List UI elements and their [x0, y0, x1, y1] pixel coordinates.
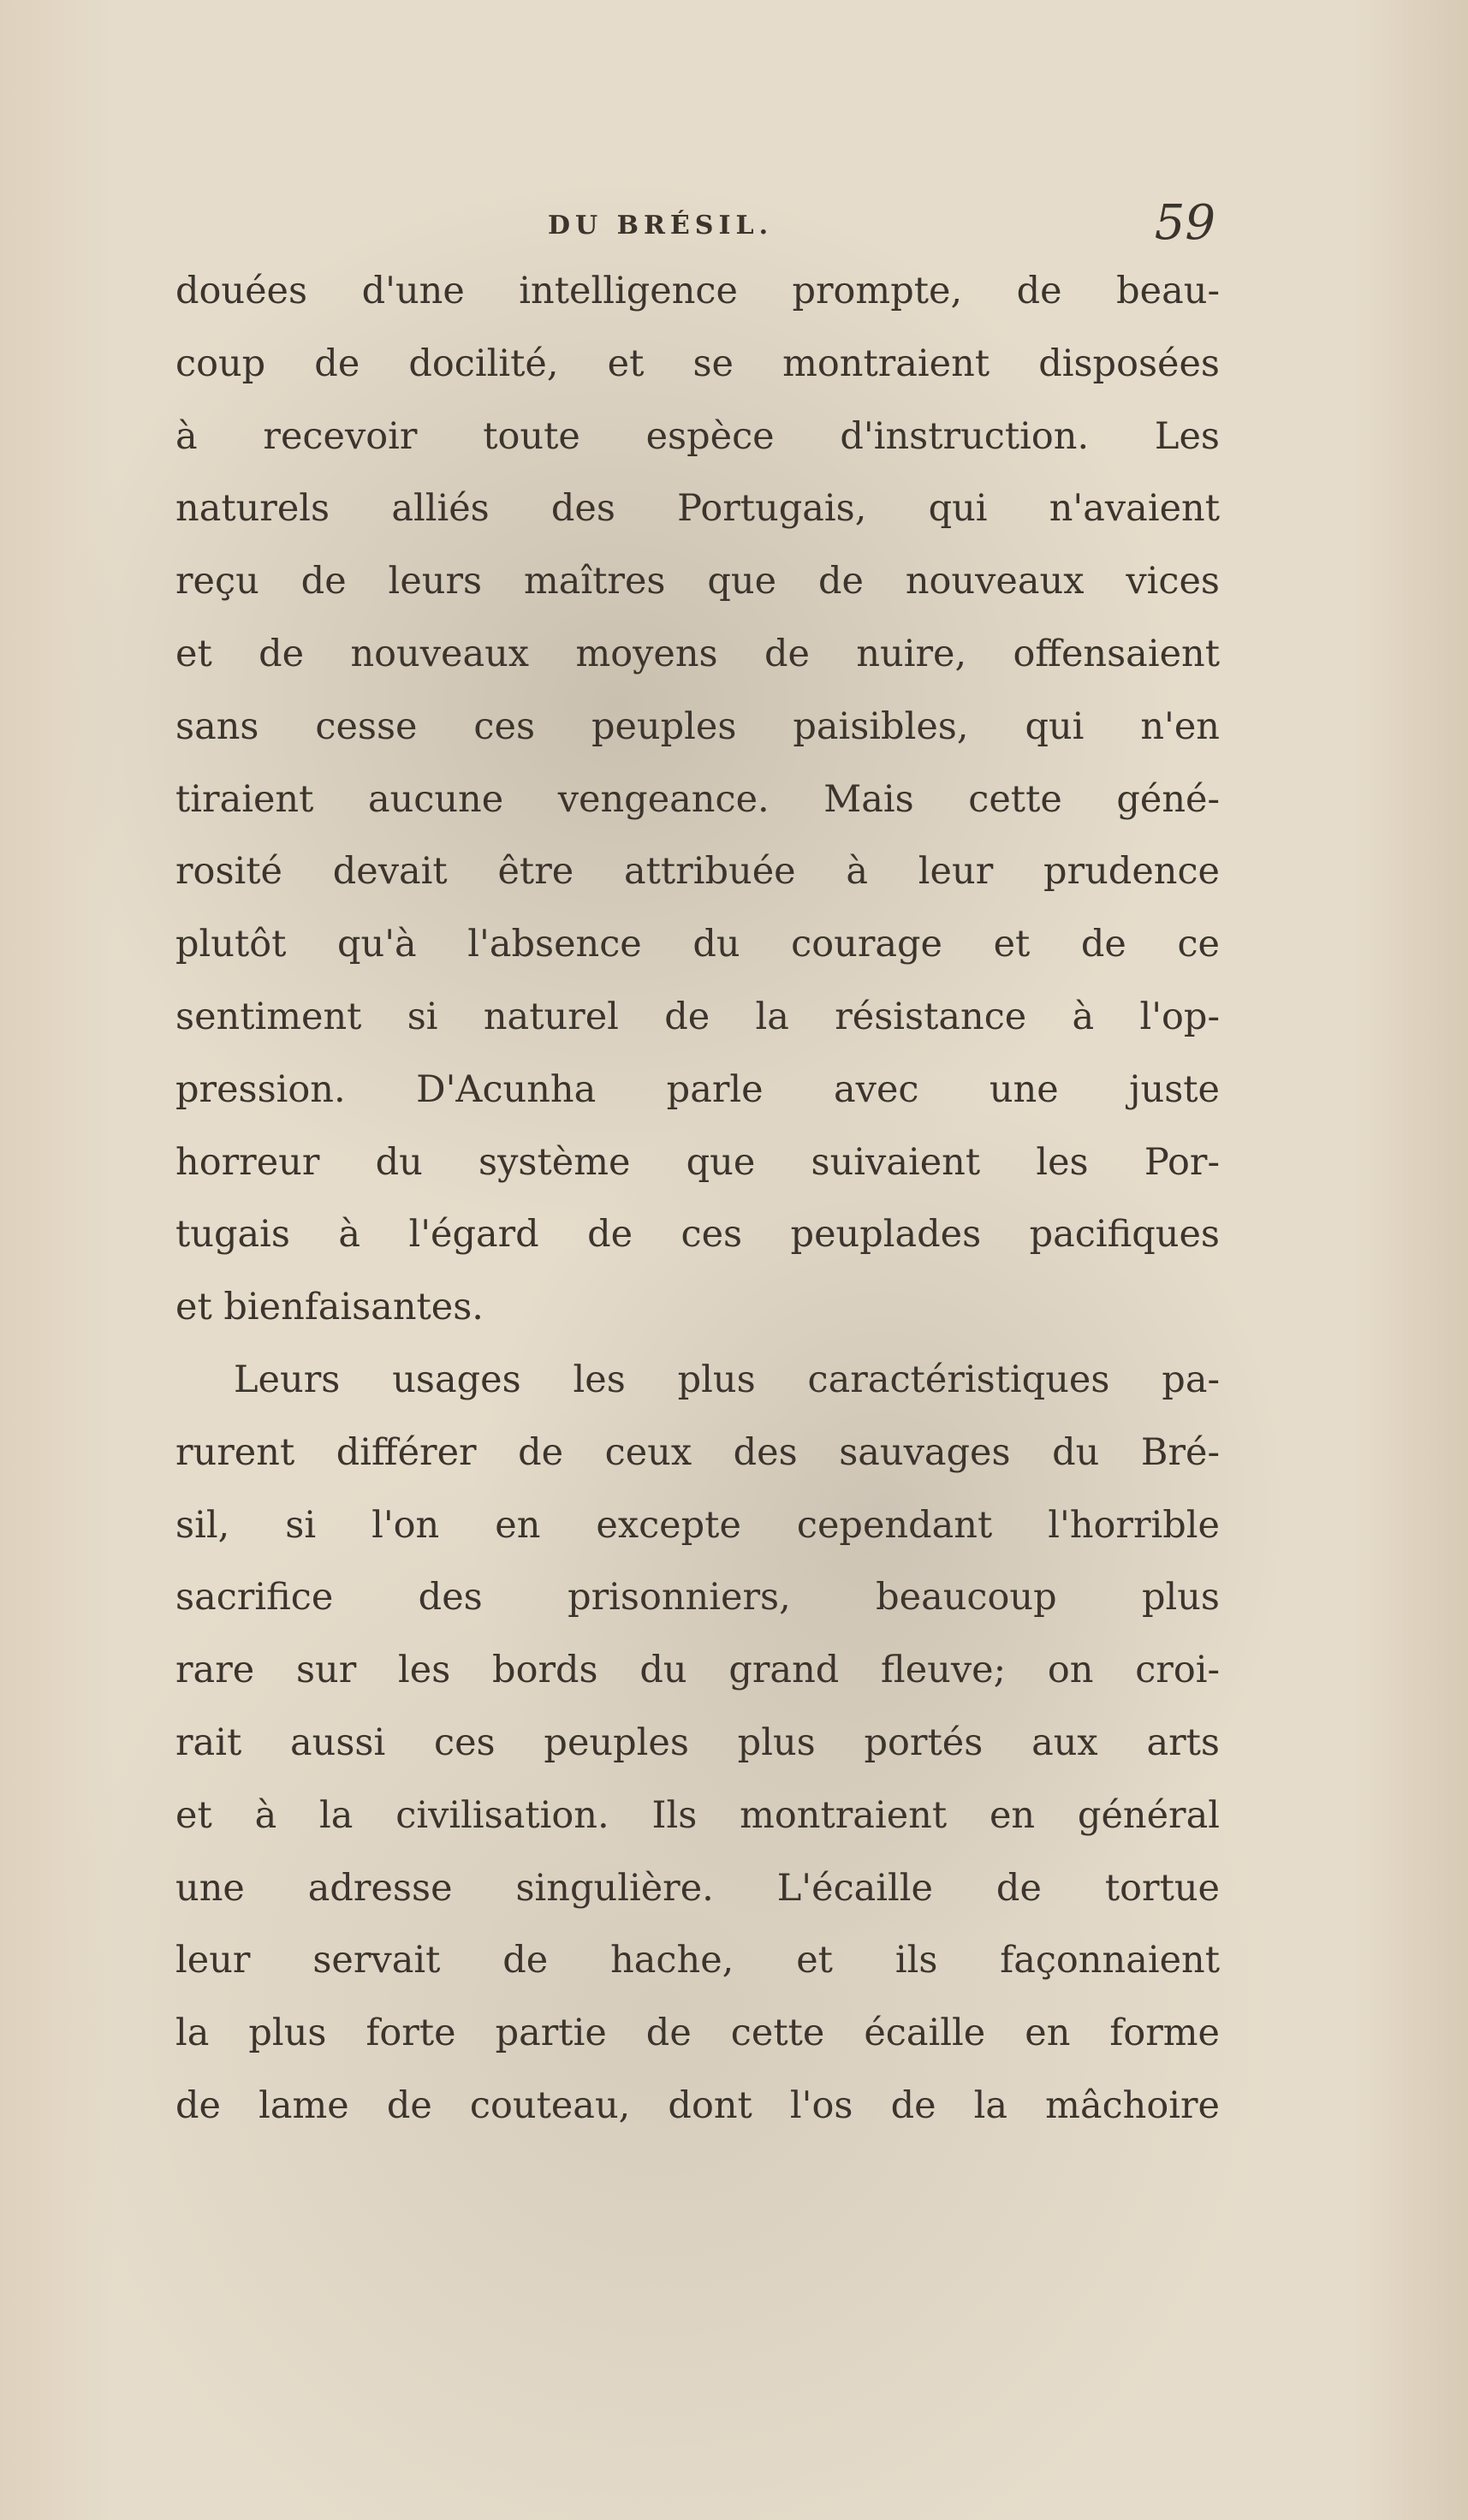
text-line: une adresse singulière. L'écaille de tortue	[175, 1866, 1220, 1910]
page-header	[171, 195, 1224, 264]
text-line: tugais à l'égard de ces peuplades pacifiques	[175, 1213, 1220, 1257]
text-line: et bienfaisantes.	[175, 1286, 484, 1329]
text-body	[175, 255, 1220, 2143]
paragraph	[175, 1344, 1220, 2143]
text-line: reçu de leurs maîtres que de nouveaux vices	[175, 560, 1220, 603]
text-line: la plus forte partie de cette écaille en forme	[175, 2012, 1220, 2055]
text-line: et à la civilisation. Ils montraient en général	[175, 1793, 1220, 1837]
running-head: DU BRÉSIL.	[548, 211, 774, 241]
text-line: leur servait de hache, et ils façonnaient	[175, 1939, 1220, 1982]
text-line: tiraient aucune vengeance. Mais cette géné-	[175, 777, 1220, 821]
text-line: plutôt qu'à l'absence du courage et de ce	[175, 923, 1220, 966]
text-line: Leurs usages les plus caractéristiques pa-	[234, 1358, 1220, 1401]
text-line: rosité devait être attribuée à leur prudence	[175, 850, 1220, 894]
text-line: et de nouveaux moyens de nuire, offensaient	[175, 632, 1220, 675]
text-line: horreur du système que suivaient les Por-	[175, 1140, 1220, 1184]
page-number: 59	[1154, 195, 1215, 251]
text-line: rait aussi ces peuples plus portés aux arts	[175, 1721, 1220, 1764]
text-line: sacrifice des prisonniers, beaucoup plus	[175, 1576, 1220, 1620]
text-line: rurent différer de ceux des sauvages du Bré-	[175, 1430, 1220, 1474]
paragraph	[175, 255, 1220, 1344]
text-line: à recevoir toute espèce d'instruction. Les	[175, 414, 1220, 458]
text-line: coup de docilité, et se montraient disposées	[175, 342, 1220, 385]
text-line: de lame de couteau, dont l'os de la mâchoire	[175, 2083, 1220, 2127]
text-line: rare sur les bords du grand fleuve; on croi-	[175, 1649, 1220, 1692]
text-line: naturels alliés des Portugais, qui n'avaient	[175, 487, 1220, 531]
text-line: sentiment si naturel de la résistance à l'op-	[175, 995, 1220, 1038]
text-line: sans cesse ces peuples paisibles, qui n'en	[175, 704, 1220, 748]
text-line: sil, si l'on en excepte cependant l'horrible	[175, 1503, 1220, 1547]
text-line: douées d'une intelligence prompte, de beau-	[175, 270, 1220, 312]
text-line: pression. D'Acunha parle avec une juste	[175, 1067, 1220, 1111]
